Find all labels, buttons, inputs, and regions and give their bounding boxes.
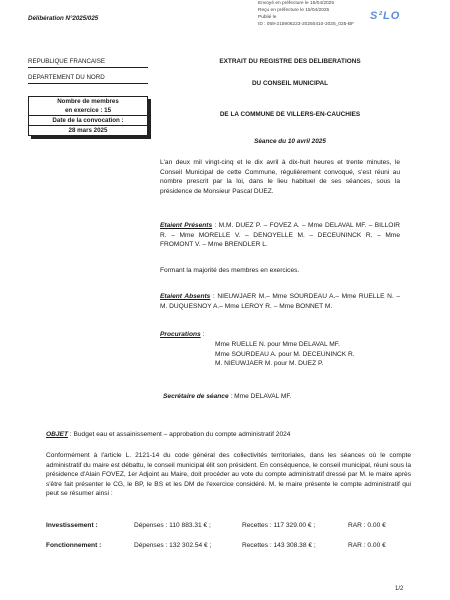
finance-recettes: Recettes : 117 329.00 € ; bbox=[242, 522, 316, 529]
secretaire-label: Secrétaire de séance bbox=[163, 393, 229, 400]
objet-block bbox=[46, 431, 406, 438]
finance-depenses: Dépenses : 132 302.54 € ; bbox=[134, 542, 212, 549]
presents-label: Etaient Présents bbox=[160, 222, 213, 229]
objet-label: OBJET bbox=[46, 431, 68, 438]
secretaire-block bbox=[163, 392, 403, 402]
departement-label: DEPARTEMENT DU NORD bbox=[28, 74, 105, 81]
absents-text: : NIEUWJAER M.– Mme SOURDEAU A.– Mme RUELLE N. – M. DUQUESNOY A.– Mme LEROY R. – Mme BONNET M. bbox=[160, 293, 400, 310]
seance-title: Séance du 10 avril 2025 bbox=[254, 138, 326, 145]
commune-title: DE LA COMMUNE DE VILLERS-EN-CAUCHIES bbox=[219, 111, 361, 118]
stamp-line: ID : 059-215906223-20250410-2025_025-BF bbox=[258, 22, 355, 27]
procuration-item: Mme RUELLE N. pour Mme DELAVAL MF. bbox=[215, 341, 340, 348]
stamp-line: Reçu en préfecture le 15/04/2025 bbox=[258, 8, 330, 13]
convocation-label: Date de la convocation : bbox=[29, 115, 147, 125]
body-paragraph: Conformément à l'article L. 2121-14 du code général des collectivités territoriales, dans les séances où le compte administratif du maire est débattu, le conseil municipal élit son président. En conséquence, le conseil municipal, réuni sous la présidence d'Alain FOVEZ, 1er Adjoint au Maire, doit procéder au vote du compte administratif dressé par M. le maire après s'être fait présenter le CG, le BP, le BS et les DM de l'exercice considéré. M. le maire présente le compte administratif qui peut se résumer ainsi : bbox=[46, 452, 411, 498]
finance-label: Fonctionnement : bbox=[46, 542, 102, 549]
procurations-list bbox=[215, 340, 415, 369]
s2lo-logo: S²LO bbox=[370, 10, 401, 22]
republique-label: REPUBLIQUE FRANCAISE bbox=[28, 58, 106, 65]
finance-rar: RAR : 0.00 € bbox=[348, 542, 386, 549]
finance-label: Investissement : bbox=[46, 522, 98, 529]
members-value: en exercice : 15 bbox=[64, 107, 112, 114]
presents-text: : M.M. DUEZ P. – FOVEZ A. – Mme DELAVAL MF. – BILLOIR R. – Mme MORELLE V. – DENOYELLE M. – DECEUNINCK R. – Mme FROMONT V. – Mme BRENDLER L. bbox=[160, 222, 401, 249]
divider bbox=[28, 67, 148, 68]
left-header bbox=[28, 58, 156, 90]
procurations-label-line bbox=[160, 330, 400, 340]
conseil-title: DU CONSEIL MUNICIPAL bbox=[251, 80, 329, 87]
page-number: 1/2 bbox=[395, 586, 404, 592]
divider bbox=[28, 83, 148, 84]
absents-block bbox=[160, 292, 400, 311]
majorite-text: Formant la majorité des membres en exercices. bbox=[160, 267, 300, 274]
deliberation-number: Délibération N°2025/025 bbox=[28, 15, 99, 22]
finance-recettes: Recettes : 143 308.38 € ; bbox=[242, 542, 316, 549]
presents-block bbox=[160, 221, 400, 250]
objet-text: : Budget eau et assainissement – approbation du compte administratif 2024 bbox=[67, 431, 291, 438]
finance-rar: RAR : 0.00 € bbox=[348, 522, 386, 529]
procurations-colon: : bbox=[200, 331, 205, 338]
info-box bbox=[28, 96, 148, 136]
procurations-label: Procurations bbox=[160, 331, 201, 338]
procuration-item: M. NIEUWJAER M. pour M. DUEZ P. bbox=[215, 360, 324, 368]
convocation-value: 28 mars 2025 bbox=[29, 125, 147, 135]
seance-intro: L'an deux mil vingt-cinq et le dix avril à dix-huit heures et trente minutes, le Conseil Municipal de cette Commune, régulièrement convoqué, s'est réuni au nombre prescrit par la loi, dans le lieu habituel de ses séances, sous la présidence de Monsieur Pascal DUEZ. bbox=[160, 159, 400, 195]
members-label: Nombre de membres bbox=[57, 98, 119, 105]
secretaire-text: : Mme DELAVAL MF. bbox=[228, 393, 292, 400]
stamp-line: Envoyé en préfecture le 15/04/2025 bbox=[258, 1, 335, 6]
finance-depenses: Dépenses : 110 883.31 € ; bbox=[134, 522, 211, 529]
procuration-item: Mme SOURDEAU A. pour M. DECEUNINCK R. bbox=[215, 350, 355, 358]
extrait-title: EXTRAIT DU REGISTRE DES DELIBERATIONS bbox=[219, 58, 361, 65]
absents-label: Etaient Absents bbox=[160, 293, 211, 300]
stamp-line: Publié le bbox=[258, 15, 277, 20]
